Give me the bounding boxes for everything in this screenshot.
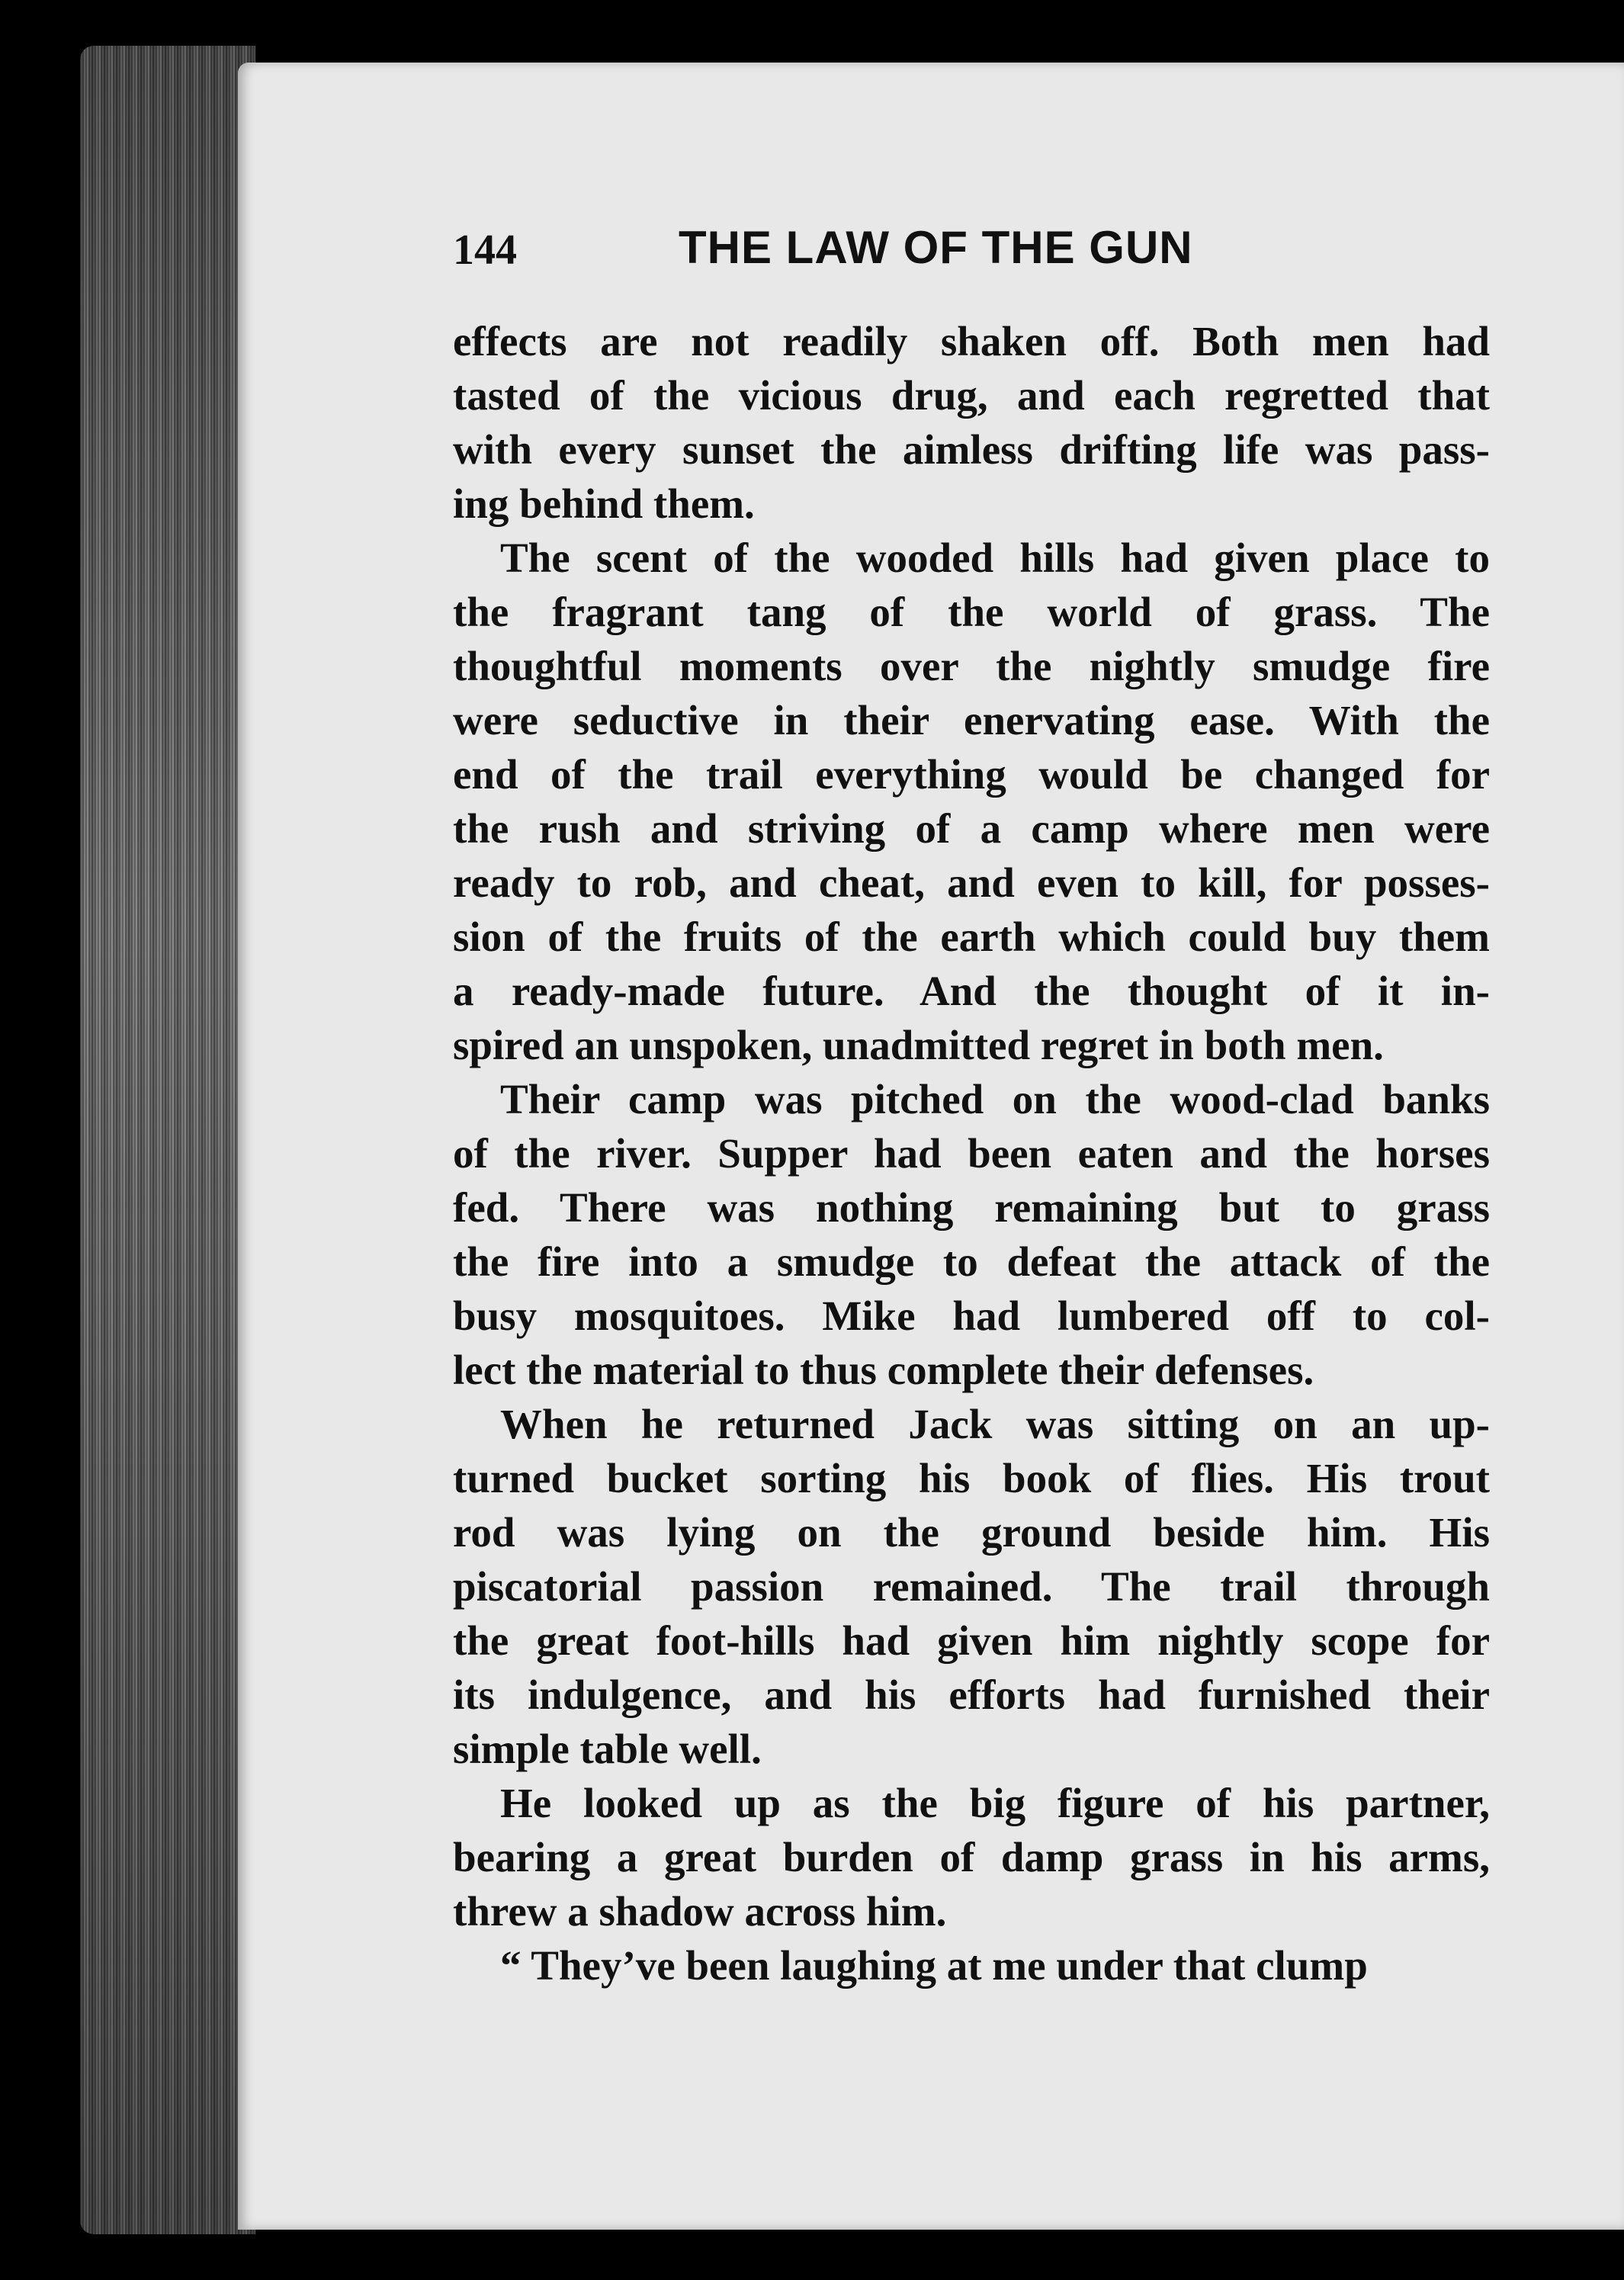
text-line: sion of the fruits of the earth which could buy them	[453, 914, 1490, 960]
text-line: a ready-made future. And the thought of it in-	[453, 968, 1490, 1014]
text-line: spired an unspoken, unadmitted regret in both men.	[453, 1022, 1384, 1068]
text-line: effects are not readily shaken off. Both men had	[453, 318, 1490, 364]
text-line: ing behind them.	[453, 480, 755, 527]
text-line: of the river. Supper had been eaten and the horses	[453, 1130, 1490, 1177]
text-line: rod was lying on the ground beside him. His	[453, 1509, 1490, 1556]
text-line: fed. There was nothing remaining but to grass	[453, 1184, 1490, 1231]
book-page-edges	[80, 46, 255, 2234]
text-line: tasted of the vicious drug, and each regretted that	[453, 372, 1490, 419]
text-line: He looked up as the big figure of his partner,	[500, 1780, 1490, 1826]
text-line: ready to rob, and cheat, and even to kill, for posses-	[453, 859, 1490, 906]
page-number: 144	[453, 226, 517, 274]
body-text	[453, 314, 1490, 1993]
text-line: with every sunset the aimless drifting life was pass-	[453, 426, 1490, 473]
text-line: Their camp was pitched on the wood-clad banks	[500, 1076, 1490, 1122]
text-line: When he returned Jack was sitting on an up-	[500, 1401, 1490, 1447]
text-line: the fragrant tang of the world of grass. The	[453, 589, 1490, 635]
page-header	[453, 221, 1490, 282]
text-line: bearing a great burden of damp grass in his arms,	[453, 1834, 1490, 1880]
text-line: simple table well.	[453, 1726, 762, 1772]
text-line: piscatorial passion remained. The trail through	[453, 1563, 1490, 1610]
text-line: its indulgence, and his efforts had furnished their	[453, 1671, 1490, 1718]
text-line: end of the trail everything would be changed for	[453, 751, 1490, 798]
text-line: thoughtful moments over the nightly smudge fire	[453, 643, 1490, 689]
text-line: threw a shadow across him.	[453, 1888, 947, 1935]
text-line: The scent of the wooded hills had given place to	[500, 535, 1490, 581]
text-line: busy mosquitoes. Mike had lumbered off to col-	[453, 1293, 1490, 1339]
text-line: the rush and striving of a camp where men were	[453, 805, 1490, 852]
text-line: turned bucket sorting his book of flies. His trout	[453, 1455, 1490, 1501]
text-line: lect the material to thus complete their defenses.	[453, 1347, 1314, 1393]
text-line: the fire into a smudge to defeat the attack of the	[453, 1238, 1490, 1285]
text-line: the great foot-hills had given him nightly scope for	[453, 1617, 1490, 1664]
running-head: THE LAW OF THE GUN	[679, 222, 1193, 273]
text-line: were seductive in their enervating ease. With the	[453, 697, 1490, 743]
text-line: “ They’ve been laughing at me under that clump	[500, 1942, 1368, 1989]
